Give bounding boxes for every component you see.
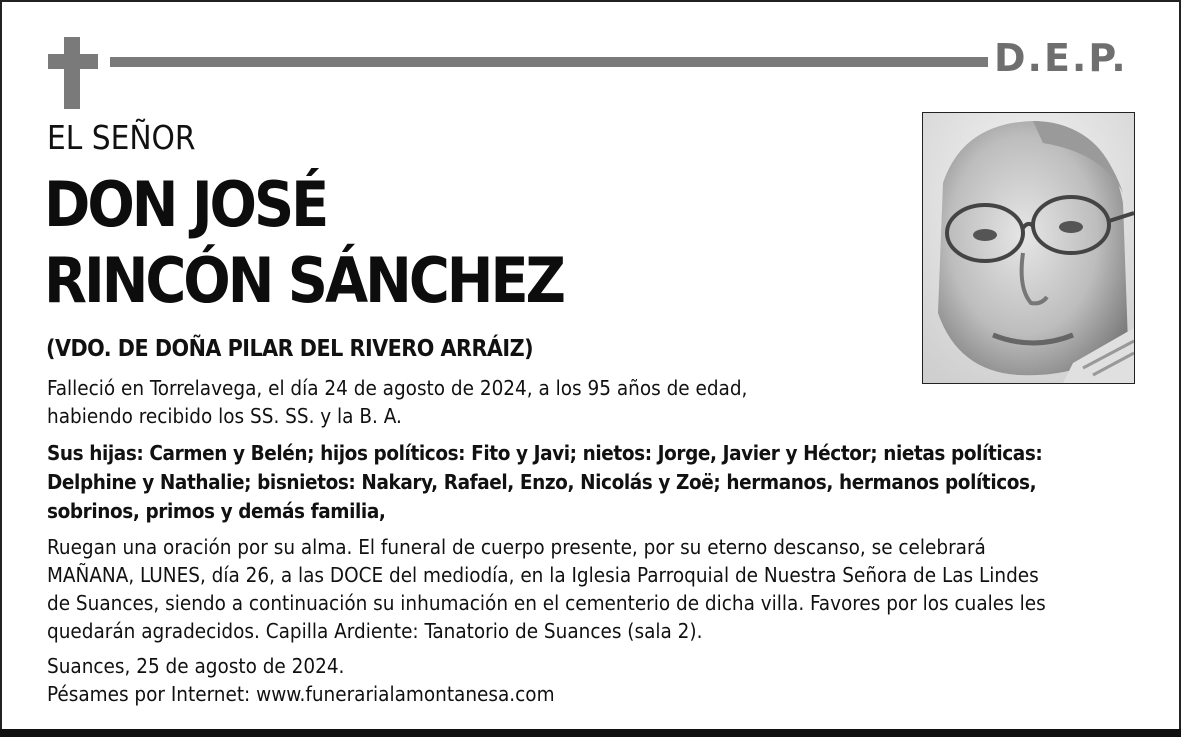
- cross-vertical: [64, 37, 80, 109]
- prayer-line-4: quedarán agradecidos. Capilla Ardiente: Tanatorio de Suances (sala 2).: [47, 619, 703, 643]
- bottom-border: [0, 729, 1181, 737]
- title-prefix: EL SEÑOR: [47, 118, 196, 157]
- header-rule: [110, 57, 988, 67]
- prayer-line-1: Ruegan una oración por su alma. El funeral de cuerpo presente, por su eterno descanso, se celebrará: [47, 535, 986, 559]
- family-line-3: sobrinos, primos y demás familia,: [47, 499, 386, 523]
- name-line-2: RINCÓN SÁNCHEZ: [44, 244, 563, 317]
- name-line-1: DON JOSÉ: [44, 168, 327, 241]
- family-line-1: Sus hijas: Carmen y Belén; hijos políticos: Fito y Javi; nietos: Jorge, Javier y Héctor; nietas políticas:: [47, 441, 1043, 465]
- portrait-photo: [922, 112, 1135, 384]
- family-line-2: Delphine y Nathalie; bisnietos: Nakary, Rafael, Enzo, Nicolás y Zoë; hermanos, hermanos políticos,: [47, 470, 1037, 494]
- funeral-details: [47, 533, 1157, 645]
- family-list: [47, 439, 1157, 526]
- portrait-image: [923, 113, 1134, 383]
- condolences-link: Pésames por Internet: www.funerarialamontanesa.com: [47, 682, 555, 706]
- deceased-name: [44, 167, 563, 319]
- cross-horizontal: [48, 54, 98, 69]
- death-notice: [47, 374, 747, 430]
- widower-of: (VDO. DE DOÑA PILAR DEL RIVERO ARRÁIZ): [46, 336, 534, 362]
- dep-heading: D.E.P.: [994, 36, 1128, 80]
- death-line-1: Falleció en Torrelavega, el día 24 de agosto de 2024, a los 95 años de edad,: [47, 376, 748, 400]
- place-date: Suances, 25 de agosto de 2024.: [47, 654, 345, 678]
- closing-block: [47, 652, 555, 708]
- death-line-2: habiendo recibido los SS. SS. y la B. A.: [47, 404, 402, 428]
- prayer-line-2: MAÑANA, LUNES, día 26, a las DOCE del mediodía, en la Iglesia Parroquial de Nuestra Señora de Las Lindes: [47, 563, 1039, 587]
- prayer-line-3: de Suances, siendo a continuación su inhumación en el cementerio de dicha villa. Favores por los cuales les: [47, 591, 1046, 615]
